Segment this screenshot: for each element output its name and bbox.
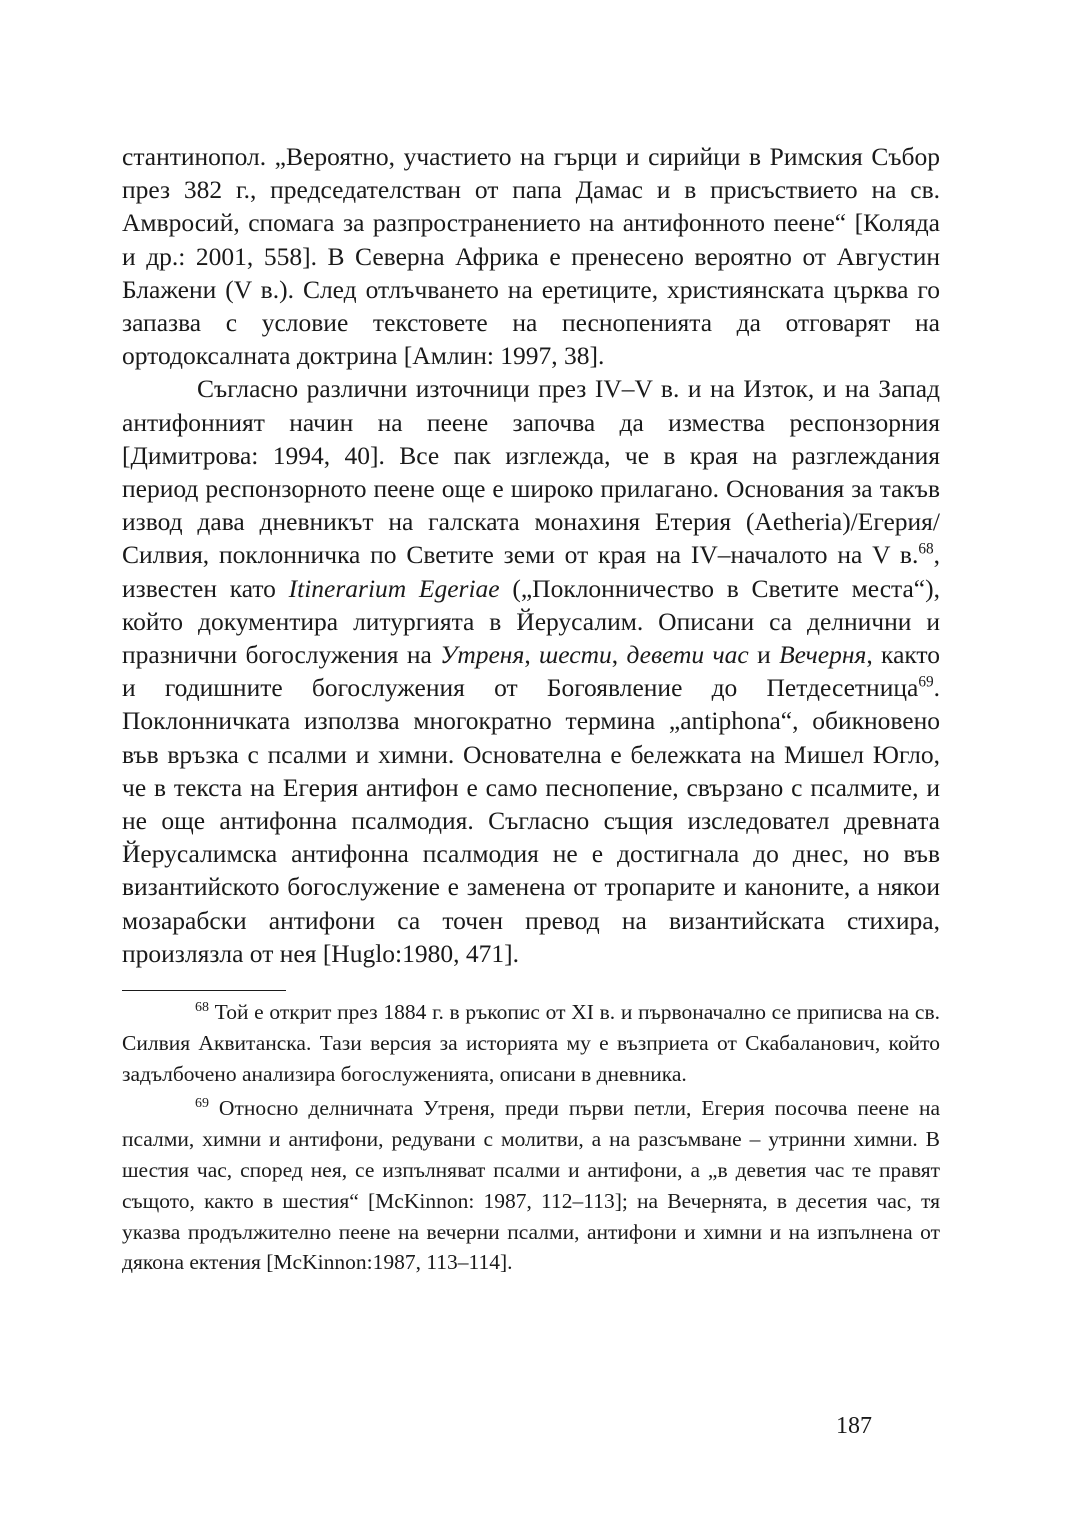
paragraph-2 <box>122 372 940 970</box>
footnotes <box>122 997 940 1278</box>
paragraph-1: стантинопол. „Вероятно, участието на гърци и сирийци в Римския Събор през 382 г., председателстван от папа Дамас и в присъствието на св. Амвросий, спомага за разпространението на антифонното пеене“ [Коляда и др.: 2001, 558]. В Северна Африка е пренесено вероятно от Августин Блажени (V в.). След отлъчването на еретиците, християнската църква го запазва с условие текстовете на песнопенията да отговарят на ортодоксалната доктрина [Амлин: 1997, 38]. <box>122 142 940 371</box>
footnote-ref-69: 69 <box>918 673 934 691</box>
paragraph-2-part-5: . Поклонничката използва многократно термина „antiphona“, обикновено във връзка с псалми и химни. Основателна е бележката на Мишел Югло, че в текста на Егерия антифон е само песнопение, свързано с псалмите, и не още антифонна псалмодия. Съгласно същия изследовател древната Йерусалимска антифонна псалмодия не е достигнала до днес, но във византийското богослужение е заменена от тропарите и каноните, а някои мозарабски антифони са точен превод на византийската стихира, произлязла от нея [Huglo:1980, 471]. <box>122 673 940 968</box>
footnote-number: 69 <box>195 1096 209 1112</box>
paragraph-2-part-4: , както и годишните богослужения от Богоявление до Петдесетница <box>122 640 940 703</box>
page-number: 187 <box>836 1413 872 1439</box>
footnote-number: 68 <box>195 999 209 1015</box>
separator-2: , <box>611 640 627 670</box>
paragraph-2-part-2: , известен като <box>122 540 940 603</box>
footnote-text: Той е открит през 1884 г. в ръкопис от XI в. и първоначално се приписва на св. Силвия Аквитанска. Тази версия за историята му е възприета от Скабаланович, който задълбочено анализира богослуженията, описани в дневника. <box>122 1000 940 1086</box>
footnote-68 <box>122 997 940 1089</box>
separator-1: , <box>524 640 540 670</box>
paragraph-2-part-1: Съгласно различни източници през IV–V в. и на Изток, и на Запад антифонният начин на пеене започва да измества респонзорния [Димитрова: 1994, 40]. Все пак изглежда, че в края на разглеждания период респонзорното пеене още е широко прилагано. Основания за такъв извод дава дневникът на галската монахиня Етерия (Aetheria)/Егерия/Силвия, поклонничка по Светите земи от края на IV–началото на V в. <box>122 374 940 570</box>
footnote-divider <box>122 990 286 991</box>
separator-3: и <box>748 640 780 670</box>
service-vespers: Вечерня <box>779 640 867 670</box>
footnote-ref-68: 68 <box>918 540 934 558</box>
footnote-text: Относно делничната Утреня, преди първи петли, Егерия посочва пеене на псалми, химни и антифони, редувани с молитви, а на разсъмване – утринни химни. В шестия час, според нея, се изпълняват псалми и антифони, а „в деветия час те правят същото, както в шестия“ [McKinnon: 1987, 112–113]; на Вечернята, в десетия час, тя указва продължително пеене на вечерни псалми, антифони и химни и на изпълнена от дякона ектения [McKinnon:1987, 113–114]. <box>122 1096 940 1275</box>
service-sext: шести <box>539 640 612 670</box>
service-none: девети час <box>626 640 749 670</box>
work-title: Itinerarium Egeriae <box>288 573 500 603</box>
page-content <box>122 140 940 1282</box>
service-matins: Утреня <box>440 640 525 670</box>
footnote-69 <box>122 1093 940 1278</box>
paragraph-2-part-3: („Поклонничество в Светите места“), който документира литургията в Йерусалим. Описани са делнични и празнични богослужения на <box>122 573 940 670</box>
